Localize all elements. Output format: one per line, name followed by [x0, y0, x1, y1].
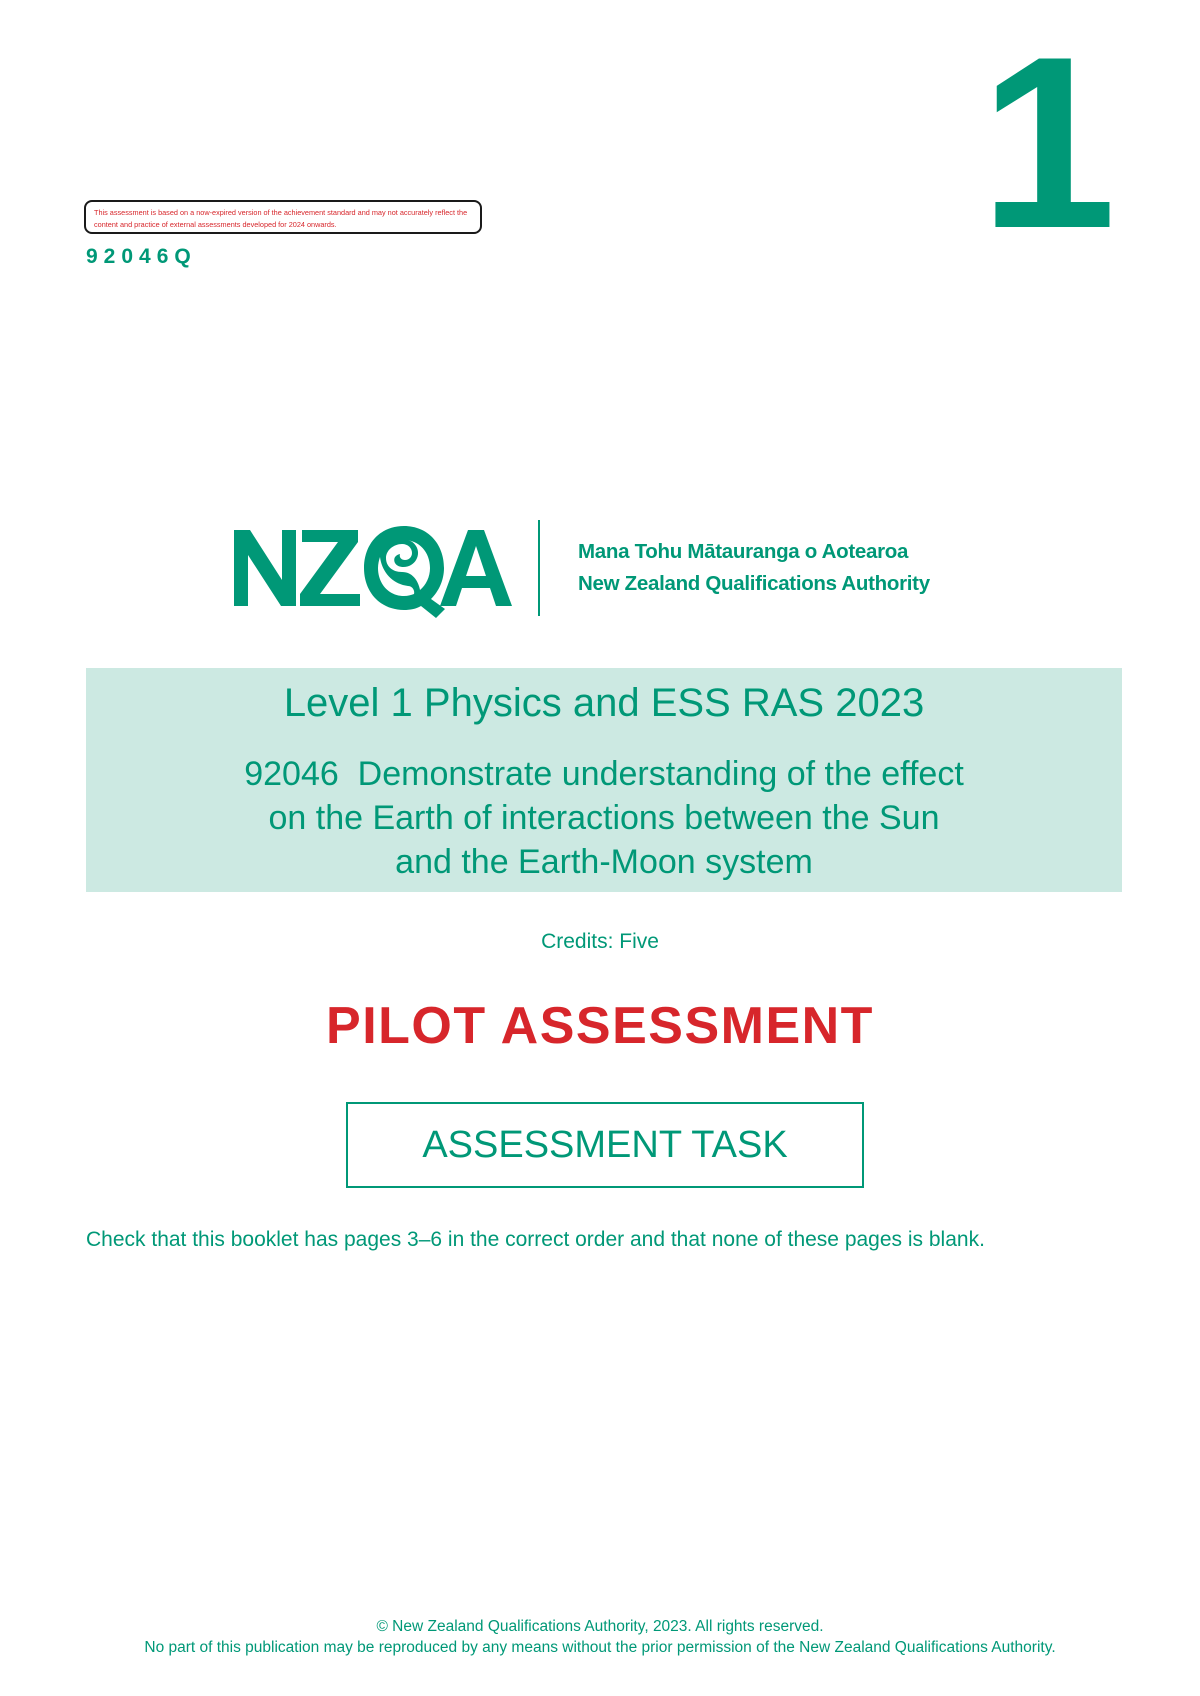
main-title: Level 1 Physics and ESS RAS 2023: [283, 681, 925, 725]
nzqa-wordmark-logo: [232, 520, 512, 620]
title-band: [86, 668, 1122, 892]
assessment-code: 92046Q: [86, 245, 197, 268]
assessment-task-box: ASSESSMENT TASK: [346, 1102, 864, 1188]
standard-title-line: on the Earth of interactions between the Sun: [268, 799, 940, 837]
pilot-assessment-heading: PILOT ASSESSMENT: [326, 997, 874, 1055]
level-number: 1: [980, 5, 1117, 279]
logo-divider: [538, 520, 540, 616]
standard-title-line: and the Earth-Moon system: [395, 843, 813, 881]
copyright-line: © New Zealand Qualifications Authority, 2023. All rights reserved.: [376, 1618, 824, 1635]
check-note: Check that this booklet has pages 3–6 in the correct order and that none of these pages is blank.: [86, 1228, 985, 1251]
footer: [0, 1616, 1200, 1658]
disclaimer-box: This assessment is based on a now-expired version of the achievement standard and may not accurately reflect the content and practice of external assessments developed for 2024 onwards.: [84, 200, 482, 234]
nzqa-logo: [232, 520, 972, 620]
logo-text: [578, 536, 930, 600]
standard-title-line: 92046 Demonstrate understanding of the effect: [244, 755, 964, 793]
permission-line: No part of this publication may be reproduced by any means without the prior permission of the New Zealand Qualifications Authority.: [144, 1639, 1056, 1656]
logo-maori-name: Mana Tohu Mātauranga o Aotearoa: [578, 540, 909, 563]
standard-title: [86, 752, 1122, 884]
logo-english-name: New Zealand Qualifications Authority: [578, 572, 930, 595]
credits: Credits: Five: [541, 930, 659, 953]
